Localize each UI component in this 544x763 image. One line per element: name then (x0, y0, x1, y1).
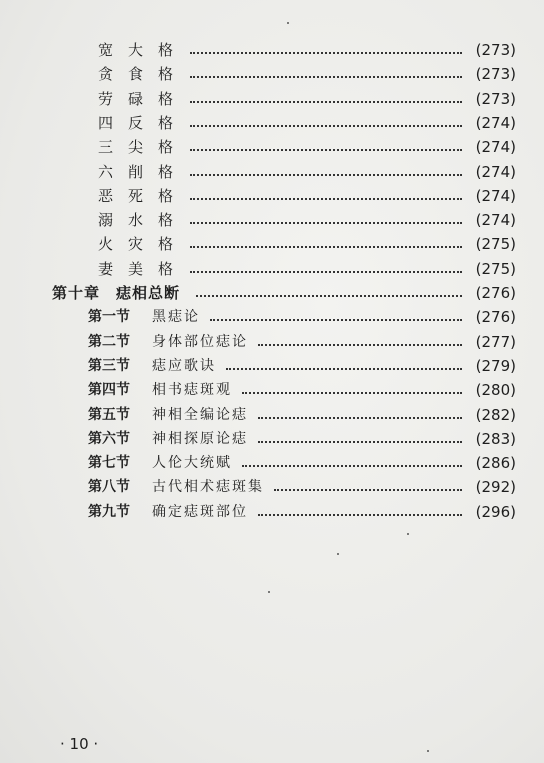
toc-chapter-entry (0, 282, 544, 304)
section-title: 黑痣论 (152, 309, 200, 325)
leader-dots (258, 417, 462, 419)
section-number: 第四节 (88, 382, 130, 398)
entry-label: 溺水格 (98, 211, 189, 229)
leader-dots (190, 271, 462, 273)
entry-page: (274) (475, 163, 516, 181)
section-number: 第二节 (88, 334, 130, 350)
toc-section-entry (0, 452, 544, 474)
section-page: (286) (475, 454, 516, 472)
section-page: (283) (475, 430, 516, 448)
leader-dots (242, 465, 462, 467)
entry-label: 宽大格 (98, 41, 189, 59)
toc-section-entry (0, 404, 544, 426)
toc-sub-entry (0, 209, 544, 231)
entry-page: (275) (475, 235, 516, 253)
toc-section-entry (0, 379, 544, 401)
section-title: 神相全编论痣 (152, 407, 248, 423)
entry-page: (274) (475, 187, 516, 205)
section-number: 第九节 (88, 504, 130, 520)
section-page: (277) (475, 333, 516, 351)
section-title: 古代相术痣斑集 (152, 479, 264, 495)
entry-label: 六削格 (98, 163, 189, 181)
toc-section-entry (0, 331, 544, 353)
leader-dots (226, 368, 462, 370)
leader-dots (258, 344, 462, 346)
leader-dots (210, 319, 462, 321)
leader-dots (190, 198, 462, 200)
entry-page: (273) (475, 41, 516, 59)
section-title: 神相探原论痣 (152, 431, 248, 447)
leader-dots (190, 222, 462, 224)
leader-dots (258, 514, 462, 516)
toc-sub-entry (0, 39, 544, 61)
page-number: · 10 · (60, 735, 99, 753)
section-number: 第八节 (88, 479, 130, 495)
entry-label: 三尖格 (98, 138, 189, 156)
entry-label: 四反格 (98, 114, 189, 132)
leader-dots (190, 101, 462, 103)
section-title: 确定痣斑部位 (152, 504, 248, 520)
toc-sub-entry (0, 233, 544, 255)
toc-sub-entry (0, 63, 544, 85)
section-number: 第七节 (88, 455, 130, 471)
chapter-page: (276) (475, 284, 516, 302)
section-title: 痣应歌诀 (152, 358, 216, 374)
leader-dots (190, 174, 462, 176)
entry-page: (275) (475, 260, 516, 278)
paper-speck (337, 553, 339, 555)
toc-sub-entry (0, 136, 544, 158)
entry-page: (273) (475, 90, 516, 108)
section-number: 第三节 (88, 358, 130, 374)
entry-page: (273) (475, 65, 516, 83)
section-page: (282) (475, 406, 516, 424)
paper-speck (287, 22, 289, 24)
toc-section-entry (0, 428, 544, 450)
entry-label: 劳碌格 (98, 90, 189, 108)
leader-dots (274, 489, 462, 491)
toc-section-entry (0, 501, 544, 523)
leader-dots (190, 52, 462, 54)
paper-speck (407, 533, 409, 535)
entry-page: (274) (475, 138, 516, 156)
section-title: 人伦大统赋 (152, 455, 232, 471)
section-page: (276) (475, 308, 516, 326)
leader-dots (190, 76, 462, 78)
section-page: (280) (475, 381, 516, 399)
toc-sub-entry (0, 88, 544, 110)
section-number: 第五节 (88, 407, 130, 423)
section-title: 相书痣斑观 (152, 382, 232, 398)
section-page: (296) (475, 503, 516, 521)
section-title: 身体部位痣论 (152, 334, 248, 350)
section-number: 第六节 (88, 431, 130, 447)
toc-sub-entry (0, 258, 544, 280)
section-page: (279) (475, 357, 516, 375)
entry-label: 贪食格 (98, 65, 189, 83)
toc-section-entry (0, 355, 544, 377)
leader-dots (190, 246, 462, 248)
toc-sub-entry (0, 112, 544, 134)
toc-sub-entry (0, 185, 544, 207)
entry-label: 火灾格 (98, 235, 189, 253)
paper-speck (427, 750, 429, 752)
toc-section-entry (0, 476, 544, 498)
leader-dots (190, 125, 462, 127)
leader-dots (242, 392, 462, 394)
entry-page: (274) (475, 114, 516, 132)
chapter-label: 第十章 痣相总断 (52, 284, 181, 302)
leader-dots (190, 149, 462, 151)
toc-sub-entry (0, 161, 544, 183)
leader-dots (258, 441, 462, 443)
toc-section-entry (0, 306, 544, 328)
paper-speck (268, 591, 270, 593)
entry-label: 妻美格 (98, 260, 189, 278)
leader-dots (196, 295, 462, 297)
section-number: 第一节 (88, 309, 130, 325)
entry-page: (274) (475, 211, 516, 229)
entry-label: 恶死格 (98, 187, 189, 205)
section-page: (292) (475, 478, 516, 496)
